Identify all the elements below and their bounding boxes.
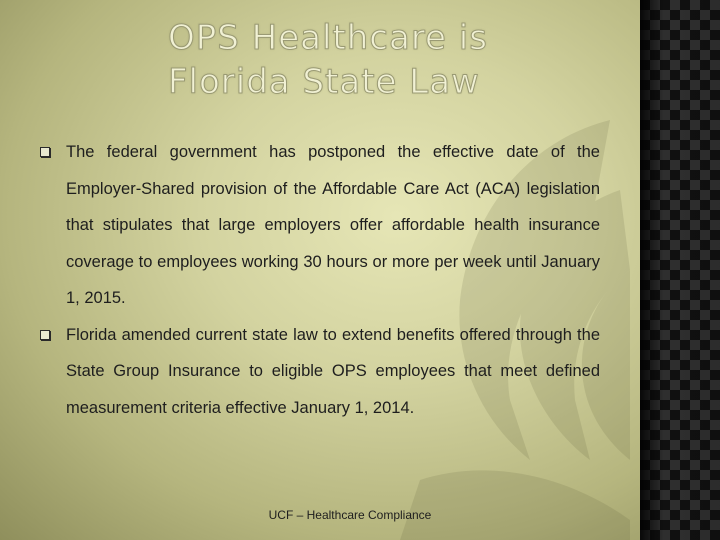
slide-title	[168, 16, 608, 104]
bullet-item-aca	[40, 134, 600, 317]
title-line-1: OPS Healthcare is	[168, 18, 488, 58]
sidebar-shade	[640, 0, 720, 540]
title-line-2: Florida State Law	[168, 62, 480, 102]
bullet-list	[40, 134, 600, 426]
bullet-text-aca: The federal government has postponed the effective date of the Employer-Shared provision of the Affordable Care Act (ACA) legislation that stipulates that large employers offer affordable health insurance coverage to employees working 30 hours or more per week until January 1, 2015.	[66, 143, 600, 307]
decorative-sidebar	[640, 0, 720, 540]
bullet-text-florida: Florida amended current state law to extend benefits offered through the State Group Insurance to eligible OPS employees that meet defined measurement criteria effective January 1, 2014.	[66, 325, 600, 417]
slide-footer: UCF – Healthcare Compliance	[268, 508, 432, 522]
checkbox-square-icon	[40, 330, 50, 340]
checkbox-square-icon	[40, 147, 50, 157]
bullet-item-florida	[40, 317, 600, 427]
